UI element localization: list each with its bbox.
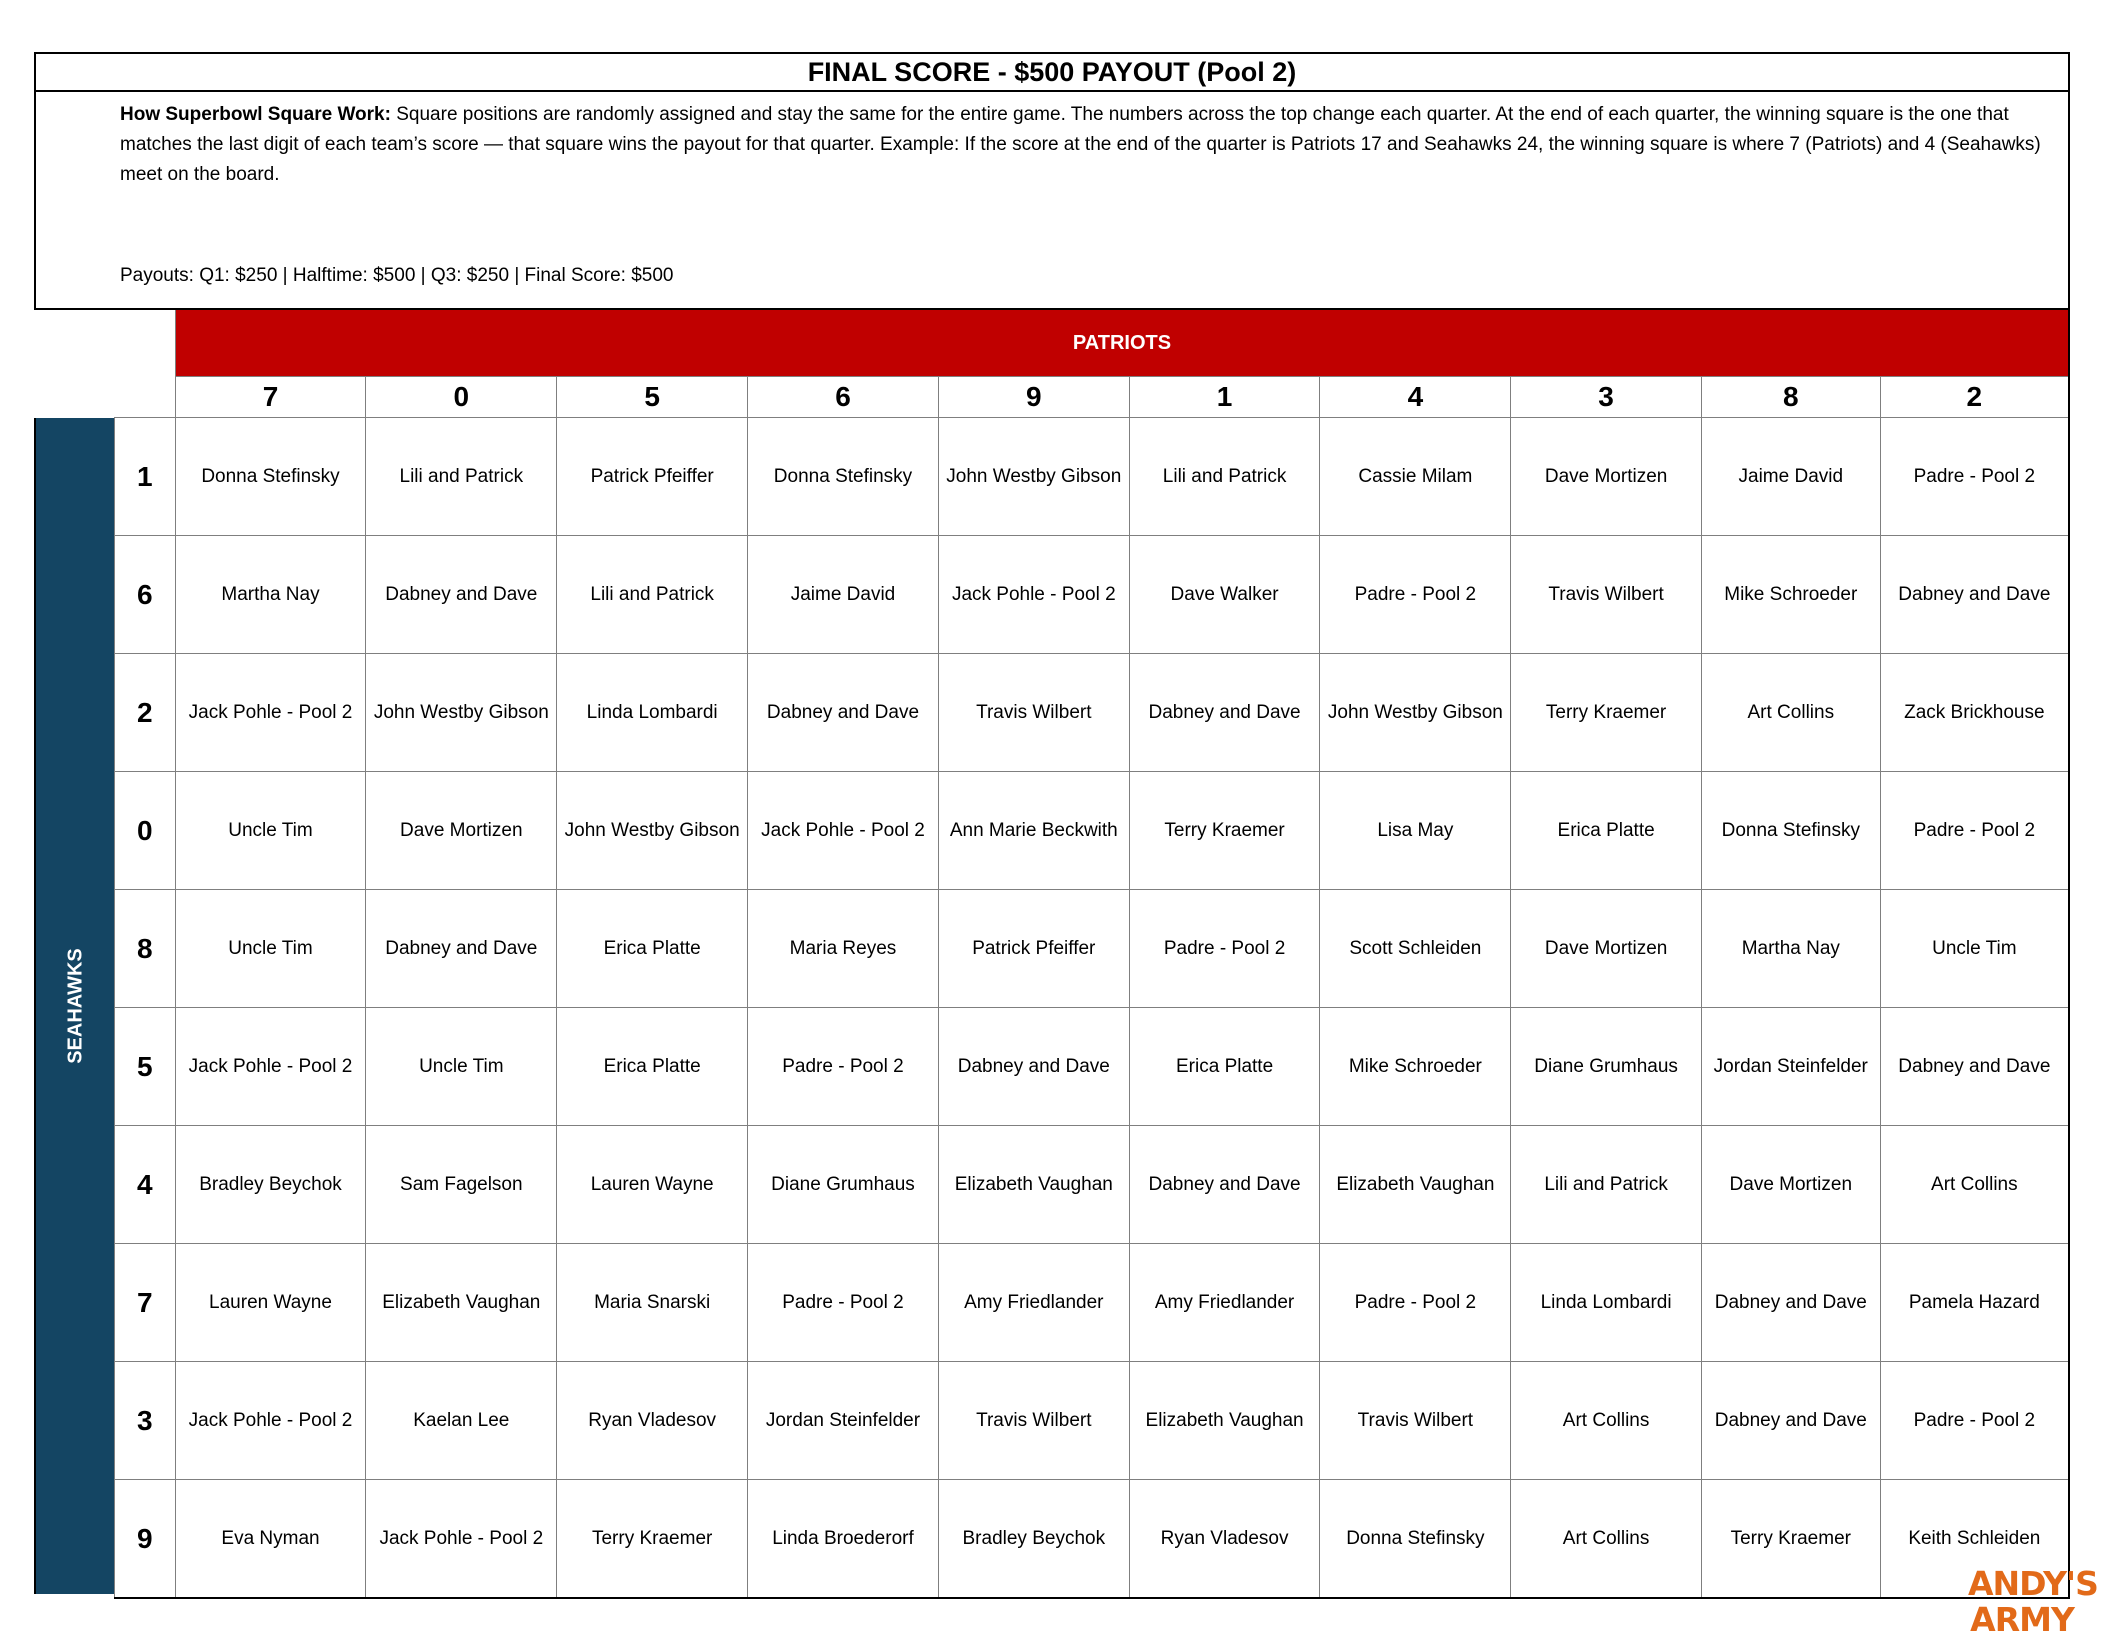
square-cell: Ann Marie Beckwith — [938, 772, 1129, 890]
square-cell: Elizabeth Vaughan — [938, 1126, 1129, 1244]
square-cell: Jordan Steinfelder — [748, 1362, 939, 1480]
square-cell: Ryan Vladesov — [557, 1362, 748, 1480]
row-digit: 5 — [115, 1008, 176, 1126]
row-digit: 2 — [115, 654, 176, 772]
column-digit: 3 — [1511, 377, 1702, 418]
square-cell: Lili and Patrick — [1511, 1126, 1702, 1244]
square-cell: Donna Stefinsky — [748, 418, 939, 536]
square-cell: Art Collins — [1880, 1126, 2069, 1244]
square-cell: Dabney and Dave — [1129, 654, 1320, 772]
square-cell: Patrick Pfeiffer — [557, 418, 748, 536]
square-cell: Donna Stefinsky — [1701, 772, 1880, 890]
column-header-row — [115, 377, 2070, 418]
square-cell: Martha Nay — [1701, 890, 1880, 1008]
square-cell: Maria Reyes — [748, 890, 939, 1008]
square-cell: Diane Grumhaus — [1511, 1008, 1702, 1126]
square-cell: Lauren Wayne — [557, 1126, 748, 1244]
square-cell: Dabney and Dave — [366, 890, 557, 1008]
square-cell: Jaime David — [748, 536, 939, 654]
square-cell: John Westby Gibson — [1320, 654, 1511, 772]
square-cell: Amy Friedlander — [938, 1244, 1129, 1362]
square-cell: Dave Walker — [1129, 536, 1320, 654]
row-digit: 0 — [115, 772, 176, 890]
square-cell: Erica Platte — [557, 890, 748, 1008]
square-cell: Art Collins — [1511, 1362, 1702, 1480]
top-team-name: PATRIOTS — [1072, 331, 1172, 354]
square-cell: Terry Kraemer — [1701, 1480, 1880, 1599]
column-digit: 0 — [366, 377, 557, 418]
column-digit: 5 — [557, 377, 748, 418]
row-digit: 3 — [115, 1362, 176, 1480]
square-cell: Dabney and Dave — [748, 654, 939, 772]
square-cell: Erica Platte — [1511, 772, 1702, 890]
column-digit: 1 — [1129, 377, 1320, 418]
square-cell: Terry Kraemer — [557, 1480, 748, 1599]
logo-line2: ARMY — [1970, 1600, 2074, 1639]
square-cell: Martha Nay — [175, 536, 366, 654]
square-cell: Scott Schleiden — [1320, 890, 1511, 1008]
square-cell: Padre - Pool 2 — [1880, 772, 2069, 890]
logo-line1: ANDY'S — [1968, 1564, 2098, 1603]
square-cell: Dabney and Dave — [366, 536, 557, 654]
column-digit: 6 — [748, 377, 939, 418]
payouts-line: Payouts: Q1: $250 | Halftime: $500 | Q3: $250 | Final Score: $500 — [120, 265, 674, 286]
andys-army-logo — [1968, 1564, 2098, 1642]
square-cell: Jordan Steinfelder — [1701, 1008, 1880, 1126]
square-cell: Lili and Patrick — [1129, 418, 1320, 536]
column-digit: 4 — [1320, 377, 1511, 418]
corner-cell — [115, 377, 176, 418]
square-cell: Kaelan Lee — [366, 1362, 557, 1480]
instructions-heading: How Superbowl Square Work: — [120, 104, 391, 125]
square-cell: Zack Brickhouse — [1880, 654, 2069, 772]
square-cell: Dave Mortizen — [1701, 1126, 1880, 1244]
square-cell: Mike Schroeder — [1701, 536, 1880, 654]
page-title: FINAL SCORE - $500 PAYOUT (Pool 2) — [34, 52, 2070, 92]
square-cell: John Westby Gibson — [366, 654, 557, 772]
square-cell: Travis Wilbert — [1511, 536, 1702, 654]
square-cell: Travis Wilbert — [1320, 1362, 1511, 1480]
square-cell: Padre - Pool 2 — [748, 1244, 939, 1362]
square-cell: Padre - Pool 2 — [1880, 1362, 2069, 1480]
row-digit: 6 — [115, 536, 176, 654]
square-cell: Eva Nyman — [175, 1480, 366, 1599]
square-cell: Bradley Beychok — [938, 1480, 1129, 1599]
square-cell: Jaime David — [1701, 418, 1880, 536]
squares-sheet — [34, 52, 2070, 1554]
square-cell: Bradley Beychok — [175, 1126, 366, 1244]
square-cell: Jack Pohle - Pool 2 — [938, 536, 1129, 654]
square-cell: Jack Pohle - Pool 2 — [175, 1362, 366, 1480]
square-cell: Dabney and Dave — [1129, 1126, 1320, 1244]
square-cell: Travis Wilbert — [938, 654, 1129, 772]
square-cell: Linda Broederorf — [748, 1480, 939, 1599]
square-cell: Dabney and Dave — [1701, 1362, 1880, 1480]
square-cell: Dabney and Dave — [938, 1008, 1129, 1126]
column-digit: 8 — [1701, 377, 1880, 418]
square-cell: Donna Stefinsky — [1320, 1480, 1511, 1599]
square-cell: Cassie Milam — [1320, 418, 1511, 536]
square-cell: Padre - Pool 2 — [748, 1008, 939, 1126]
square-cell: Jack Pohle - Pool 2 — [366, 1480, 557, 1599]
square-cell: Keith Schleiden — [1880, 1480, 2069, 1599]
square-cell: Dabney and Dave — [1880, 536, 2069, 654]
square-cell: Jack Pohle - Pool 2 — [175, 1008, 366, 1126]
square-cell: Dabney and Dave — [1701, 1244, 1880, 1362]
square-cell: Padre - Pool 2 — [1320, 1244, 1511, 1362]
square-cell: Art Collins — [1511, 1480, 1702, 1599]
divider — [34, 308, 175, 310]
row-digit: 4 — [115, 1126, 176, 1244]
instructions-body: Square positions are randomly assigned and stay the same for the entire game. The numbers across the top change each quarter. At the end of each quarter, the winning square is the one that matches the last digit of each team’s score — that square wins the payout for that quarter. Example: If the score at the end of the quarter is Patriots 17 and Seahawks 24, the winning square is where 7 (Patriots) and 4 (Seahawks) meet on the board. — [120, 104, 2041, 185]
square-cell: Dabney and Dave — [1880, 1008, 2069, 1126]
grid-row — [115, 890, 2070, 1008]
square-cell: Jack Pohle - Pool 2 — [748, 772, 939, 890]
square-cell: John Westby Gibson — [557, 772, 748, 890]
square-cell: Erica Platte — [557, 1008, 748, 1126]
square-cell: Lauren Wayne — [175, 1244, 366, 1362]
square-cell: Maria Snarski — [557, 1244, 748, 1362]
square-cell: Uncle Tim — [1880, 890, 2069, 1008]
square-cell: Linda Lombardi — [1511, 1244, 1702, 1362]
square-cell: Diane Grumhaus — [748, 1126, 939, 1244]
square-cell: Terry Kraemer — [1511, 654, 1702, 772]
row-digit: 9 — [115, 1480, 176, 1599]
grid-row — [115, 536, 2070, 654]
grid-row — [115, 1008, 2070, 1126]
square-cell: Lili and Patrick — [366, 418, 557, 536]
square-cell: Dave Mortizen — [366, 772, 557, 890]
instructions-box — [34, 92, 2070, 310]
square-cell: Dave Mortizen — [1511, 418, 1702, 536]
square-cell: Elizabeth Vaughan — [366, 1244, 557, 1362]
grid-row — [115, 418, 2070, 536]
square-cell: Erica Platte — [1129, 1008, 1320, 1126]
square-cell: Patrick Pfeiffer — [938, 890, 1129, 1008]
square-cell: Elizabeth Vaughan — [1320, 1126, 1511, 1244]
top-team-banner — [175, 310, 2070, 376]
grid-row — [115, 1126, 2070, 1244]
grid-row — [115, 1480, 2070, 1599]
square-cell: Terry Kraemer — [1129, 772, 1320, 890]
square-cell: Pamela Hazard — [1880, 1244, 2069, 1362]
square-cell: Lili and Patrick — [557, 536, 748, 654]
square-cell: Travis Wilbert — [938, 1362, 1129, 1480]
column-digit: 7 — [175, 377, 366, 418]
square-cell: Uncle Tim — [175, 890, 366, 1008]
square-cell: Linda Lombardi — [557, 654, 748, 772]
square-cell: Art Collins — [1701, 654, 1880, 772]
square-cell: Dave Mortizen — [1511, 890, 1702, 1008]
squares-grid — [114, 376, 2070, 1599]
square-cell: Donna Stefinsky — [175, 418, 366, 536]
square-cell: Uncle Tim — [175, 772, 366, 890]
row-digit: 8 — [115, 890, 176, 1008]
square-cell: Uncle Tim — [366, 1008, 557, 1126]
square-cell: John Westby Gibson — [938, 418, 1129, 536]
column-digit: 9 — [938, 377, 1129, 418]
square-cell: Elizabeth Vaughan — [1129, 1362, 1320, 1480]
square-cell: Padre - Pool 2 — [1320, 536, 1511, 654]
square-cell: Mike Schroeder — [1320, 1008, 1511, 1126]
grid-row — [115, 654, 2070, 772]
side-team-name: SEAHAWKS — [64, 948, 87, 1064]
square-cell: Amy Friedlander — [1129, 1244, 1320, 1362]
row-digit: 1 — [115, 418, 176, 536]
grid-row — [115, 772, 2070, 890]
square-cell: Lisa May — [1320, 772, 1511, 890]
grid-row — [115, 1244, 2070, 1362]
grid-row — [115, 1362, 2070, 1480]
square-cell: Padre - Pool 2 — [1129, 890, 1320, 1008]
instructions-text — [120, 100, 2064, 190]
square-cell: Ryan Vladesov — [1129, 1480, 1320, 1599]
side-team-banner — [34, 418, 114, 1594]
column-digit: 2 — [1880, 377, 2069, 418]
square-cell: Sam Fagelson — [366, 1126, 557, 1244]
square-cell: Jack Pohle - Pool 2 — [175, 654, 366, 772]
row-digit: 7 — [115, 1244, 176, 1362]
square-cell: Padre - Pool 2 — [1880, 418, 2069, 536]
